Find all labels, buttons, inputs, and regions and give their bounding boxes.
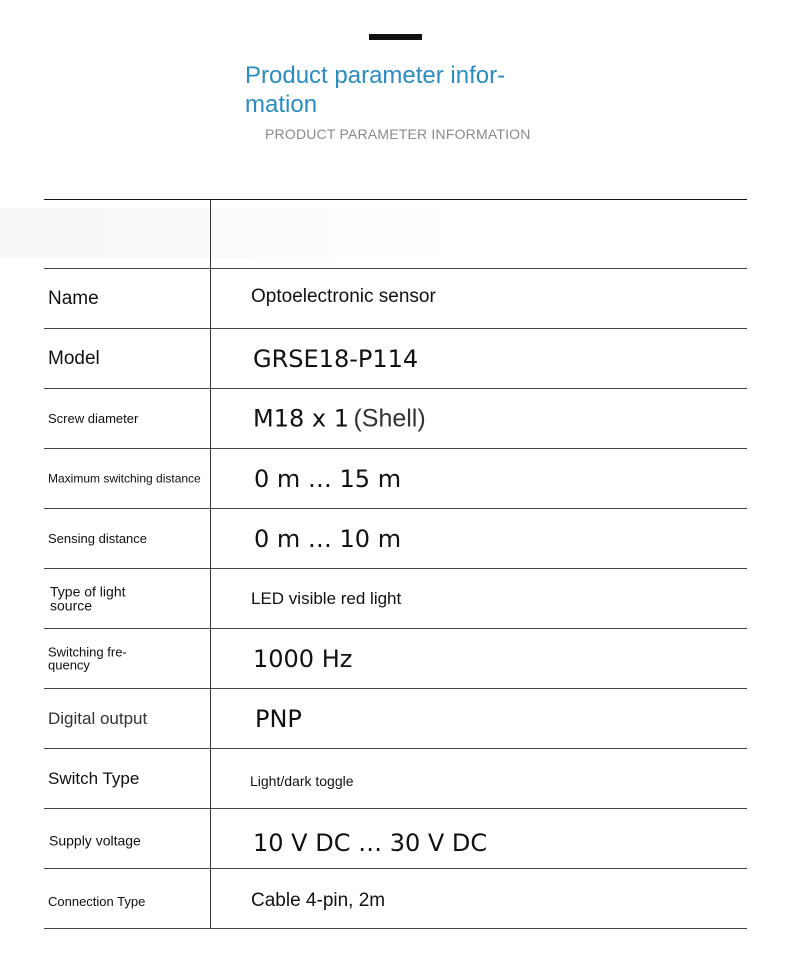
row-label-switch-type: Switch Type [48, 768, 140, 788]
table-row [44, 449, 747, 509]
table-row [44, 869, 747, 929]
row-value-sensing-distance: 0 m … 10 m [254, 524, 402, 553]
table-row [44, 689, 747, 749]
row-label-screw-diameter: Screw diameter [48, 410, 139, 426]
page-title: Product parameter infor- mation [245, 62, 506, 118]
row-label-sensing-distance: Sensing distance [48, 530, 148, 546]
row-value-screw-diameter-suffix: (Shell) [353, 404, 426, 432]
row-value-supply-voltage: 10 V DC … 30 V DC [253, 829, 488, 857]
row-label-connection-type: Connection Type [48, 894, 146, 910]
table-row [44, 509, 747, 569]
row-label-name: Name [48, 287, 99, 309]
row-label-max-switching-distance: Maximum switching distance [48, 471, 201, 486]
row-value-switching-frequency: 1000 Hz [253, 644, 353, 673]
row-value-max-switching-distance: 0 m … 15 m [254, 464, 402, 493]
table-row [44, 809, 747, 869]
table-header-row [44, 200, 747, 269]
row-label-switching-frequency: Switching fre- quency [48, 643, 127, 673]
table-row [44, 329, 747, 389]
row-value-connection-type: Cable 4-pin, 2m [251, 890, 386, 911]
page-subtitle: PRODUCT PARAMETER INFORMATION [265, 126, 531, 142]
parameter-table [44, 199, 747, 929]
row-value-name: Optoelectronic sensor [251, 286, 436, 307]
row-value-light-source: LED visible red light [251, 588, 402, 608]
table-row [44, 269, 747, 329]
table-row [44, 389, 747, 449]
row-value-digital-output: PNP [255, 704, 302, 733]
row-value-model: GRSE18-P114 [253, 344, 419, 373]
row-label-model: Model [48, 347, 100, 369]
decorative-bar [369, 34, 422, 40]
row-label-light-source: Type of light source [50, 582, 126, 614]
table-row [44, 569, 747, 629]
table-row [44, 629, 747, 689]
row-label-digital-output: Digital output [48, 708, 148, 728]
row-value-switch-type: Light/dark toggle [250, 773, 354, 789]
row-label-supply-voltage: Supply voltage [49, 832, 141, 849]
row-value-screw-diameter: M18 x 1 [253, 404, 349, 432]
table-row [44, 749, 747, 809]
